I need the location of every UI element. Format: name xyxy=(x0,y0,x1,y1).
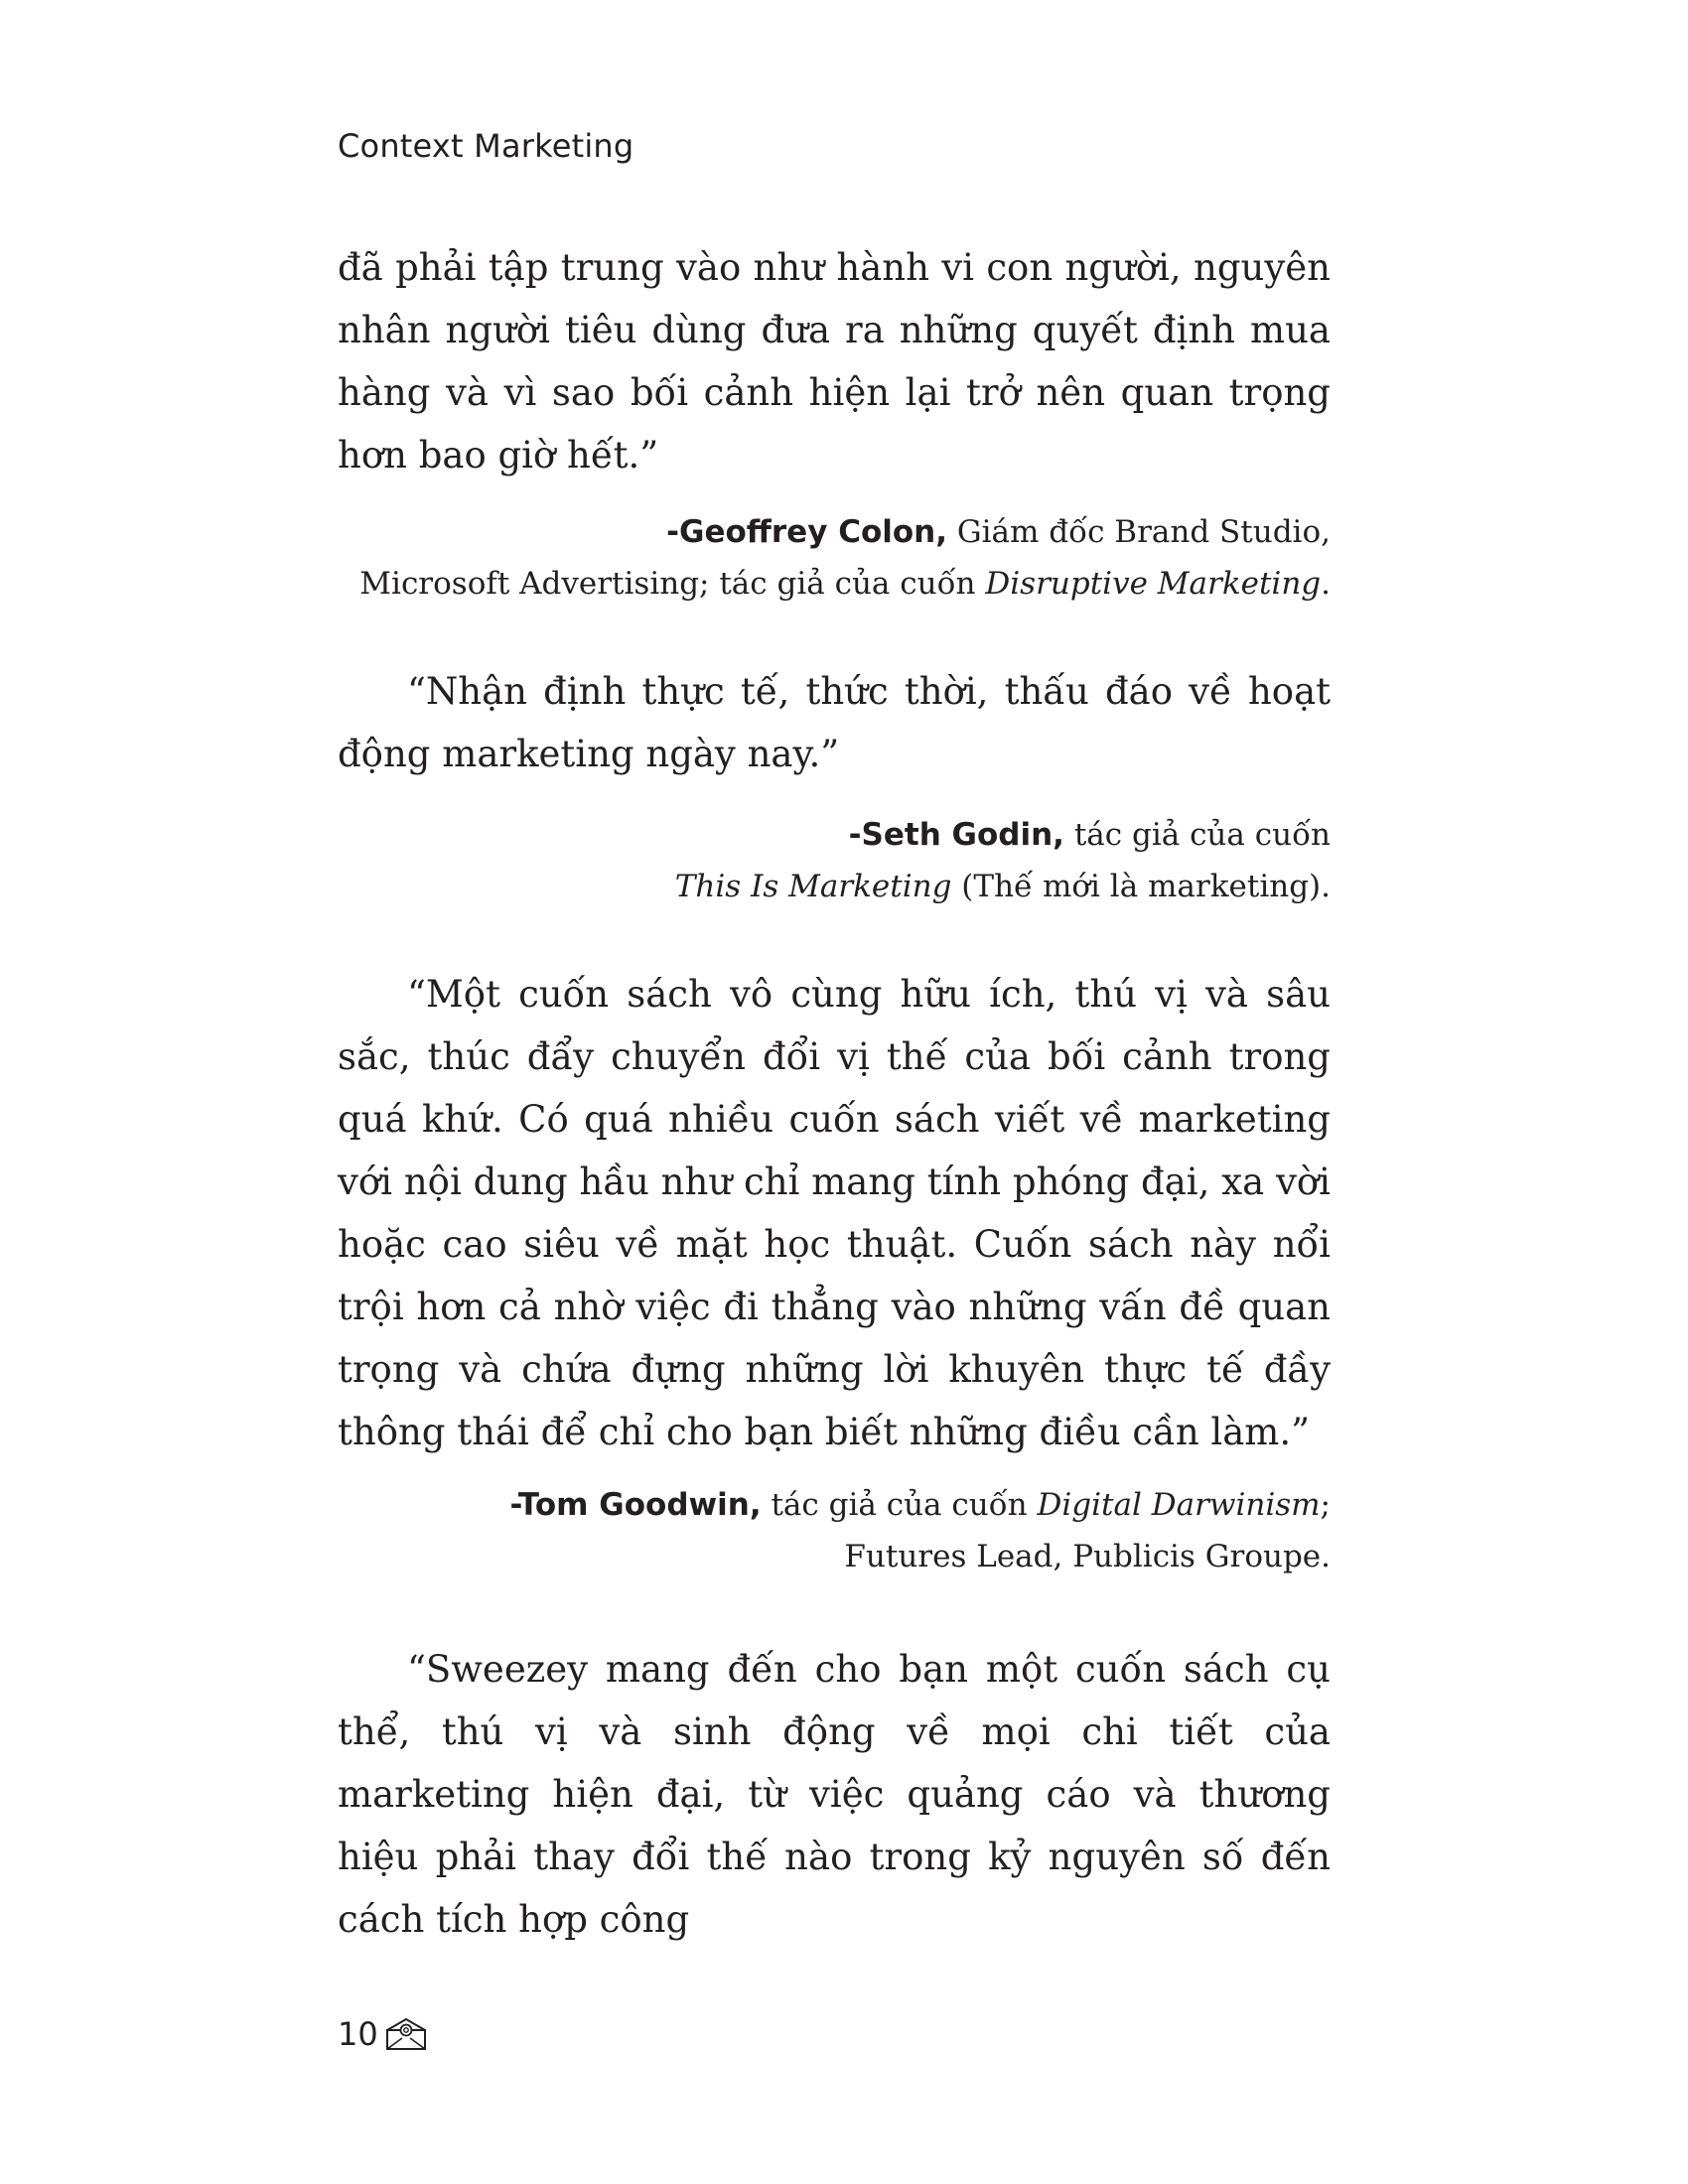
author-role: tác giả của cuốn xyxy=(1063,817,1331,853)
author-role: Giám đốc Brand Studio, xyxy=(947,514,1331,550)
book-title: This Is Marketing xyxy=(674,869,952,904)
author-name: -Tom Goodwin, xyxy=(509,1487,762,1523)
attribution-line-2 xyxy=(338,861,1331,912)
running-header: Context Marketing xyxy=(338,127,634,165)
author-name: -Seth Godin, xyxy=(848,817,1064,853)
punctuation: ; xyxy=(1320,1487,1331,1523)
author-name: -Geoffrey Colon, xyxy=(666,514,948,550)
quote-text-geoffrey-colon: đã phải tập trung vào như hành vi con người, nguyên nhân người tiêu dùng đưa ra những quyết định mua hàng và vì sao bối cảnh hiện lại trở nên quan trọng hơn bao giờ hết.” xyxy=(338,246,1331,477)
book-title: Disruptive Marketing xyxy=(985,566,1322,602)
book-title: Digital Darwinism xyxy=(1037,1487,1321,1523)
attribution-geoffrey-colon xyxy=(338,506,1331,610)
page-footer xyxy=(338,2015,428,2053)
quote-text-tom-goodwin: “Một cuốn sách vô cùng hữu ích, thú vị và sâu sắc, thúc đẩy chuyển đổi vị thế của bối cảnh trong quá khứ. Có quá nhiều cuốn sách viết về marketing với nội dung hầu như chỉ mang tính phóng đại, xa vời hoặc cao siêu về mặt học thuật. Cuốn sách này nổi trội hơn cả nhờ việc đi thẳng vào những vấn đề quan trọng và chứa đựng những lời khuyên thực tế đầy thông thái để chỉ cho bạn biết những điều cần làm.” xyxy=(338,973,1331,1453)
attribution-line-2 xyxy=(338,558,1331,610)
book-subtitle: (Thế mới là marketing). xyxy=(951,869,1331,904)
attribution-seth-godin xyxy=(338,809,1331,912)
attribution-line-1 xyxy=(338,1479,1331,1531)
attribution-line-1 xyxy=(338,506,1331,558)
punctuation: . xyxy=(1321,566,1331,602)
page-number: 10 xyxy=(338,2015,378,2053)
author-role: tác giả của cuốn xyxy=(761,1487,1038,1523)
attribution-line-1 xyxy=(338,809,1331,861)
quote-text-seth-godin: “Nhận định thực tế, thức thời, thấu đáo về hoạt động marketing ngày nay.” xyxy=(338,670,1331,775)
attribution-tom-goodwin xyxy=(338,1479,1331,1582)
author-detail: Microsoft Advertising; tác giả của cuốn xyxy=(359,566,986,602)
attribution-line-2: Futures Lead, Publicis Groupe. xyxy=(844,1539,1331,1574)
quote-text-sweezey: “Sweezey mang đến cho bạn một cuốn sách cụ thể, thú vị và sinh động về mọi chi tiết của marketing hiện đại, từ việc quảng cáo và thương hiệu phải thay đổi thế nào trong kỷ nguyên số đến cách tích hợp công xyxy=(338,1648,1331,1941)
envelope-at-icon xyxy=(384,2016,428,2052)
